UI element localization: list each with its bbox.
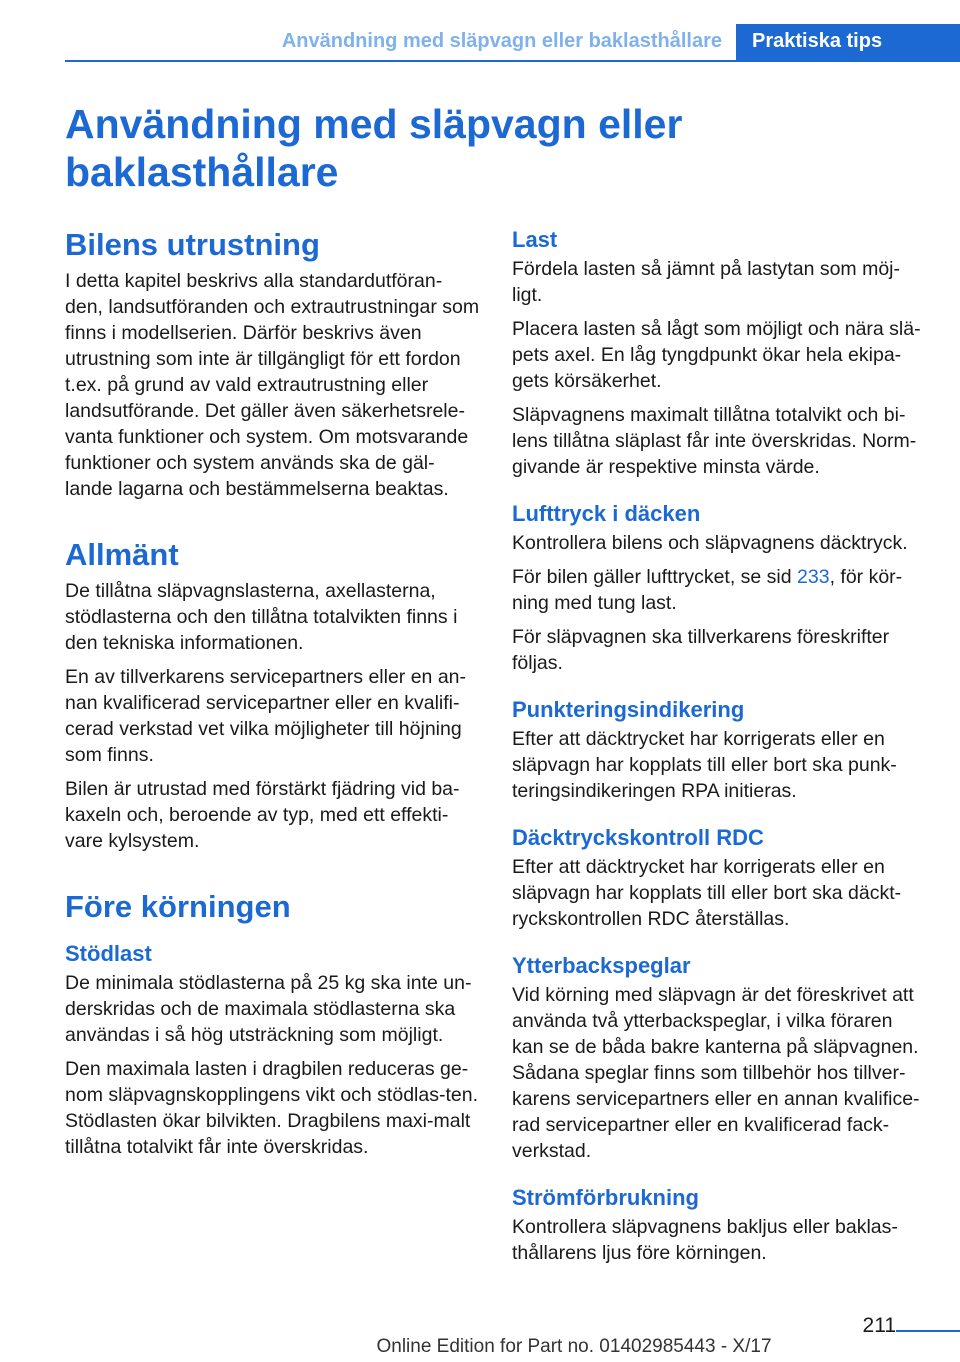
paragraph-allmant-3: Bilen är utrustad med förstärkt fjädring vid ba-kaxeln och, beroende av typ, med ett effekti-vare kylsystem. <box>65 778 460 852</box>
heading-ytterbackspeglar: Ytterbackspeglar <box>512 953 691 978</box>
heading-rdc: Däcktryckskontroll RDC <box>512 825 764 850</box>
paragraph-lufttryck-3: För släpvagnen ska tillverkarens föreskrifter följas. <box>512 626 890 674</box>
paragraph-lufttryck-2 <box>512 564 927 616</box>
paragraph-stodlast-1: De minimala stödlasterna på 25 kg ska inte un-derskridas och de maximala stödlasterna ska användas i så hög utsträckning som möjligt. <box>65 972 472 1046</box>
paragraph-stodlast-2: Den maximala lasten i dragbilen reduceras ge-nom släpvagnskopplingens vikt och stödlas-ten. Stödlasten ökar bilvikten. Dragbilens maxi-malt tillåtna totalvikt får inte överskridas. <box>65 1058 478 1158</box>
page-title: Användning med släpvagn eller baklasthållare <box>65 101 683 195</box>
right-column <box>512 226 927 1274</box>
paragraph-rdc: Efter att däcktrycket har korrigerats eller en släpvagn har kopplats till eller bort ska däckt-ryckskontrollen RDC återställas. <box>512 856 902 930</box>
page-header <box>65 24 960 62</box>
heading-stodlast: Stödlast <box>65 941 152 966</box>
left-column <box>65 226 480 1168</box>
paragraph-lufttryck-1: Kontrollera bilens och släpvagnens däcktryck. <box>512 532 908 554</box>
edition-footer: Online Edition for Part no. 01402985443 - X/17 <box>376 1336 772 1357</box>
paragraph-allmant-2: En av tillverkarens servicepartners eller en an-nan kvalificerad servicepartner eller en kvalifi-cerad verkstad vet vilka möjligheter till höjning som finns. <box>65 666 467 766</box>
heading-allmant: Allmänt <box>65 537 179 572</box>
lufttryck-text-pre: För bilen gäller lufttrycket, se sid <box>512 566 798 588</box>
heading-punkteringsindikering: Punkteringsindikering <box>512 697 745 722</box>
page-number: 211 <box>862 1314 896 1337</box>
header-chapter-tab[interactable]: Praktiska tips <box>736 24 960 62</box>
lufttryck-text-post: , för kör-ning med tung last. <box>512 566 903 614</box>
heading-last: Last <box>512 227 558 252</box>
heading-bilens-utrustning: Bilens utrustning <box>65 227 320 262</box>
paragraph-stromforbrukning: Kontrollera släpvagnens bakljus eller baklas-thållarens ljus före körningen. <box>512 1216 898 1264</box>
header-section-title: Användning med släpvagn eller baklasthållare <box>281 30 722 52</box>
paragraph-allmant-1: De tillåtna släpvagnslasterna, axellasterna, stödlasterna och den tillåtna totalvikten finns i den tekniska informationen. <box>65 580 458 654</box>
paragraph-bilens-utrustning: I detta kapitel beskrivs alla standardutföran-den, landsutföranden och extrautrustningar som finns i modellserien. Därför beskrivs även utrustning som inte är tillgängligt för ett fordon t.ex. på grund av vald extrautrustning eller landsutförande. Det gäller även säkerhetsrele-vanta funktioner och system. Om motsvarande funktioner och system används ska de gäl-lande lagarna och bestämmelserna beaktas. <box>65 270 480 500</box>
paragraph-last-1: Fördela lasten så jämnt på lastytan som möj-ligt. <box>512 258 901 306</box>
page-reference-link[interactable]: 233 <box>797 566 830 588</box>
heading-lufttryck: Lufttryck i däcken <box>512 501 701 526</box>
heading-stromforbrukning: Strömförbrukning <box>512 1185 699 1210</box>
paragraph-ytterbackspeglar: Vid körning med släpvagn är det föreskrivet att använda två ytterbackspeglar, i vilka föraren kan se de båda bakre kanterna på släpvagnen. Sådana speglar finns som tillbehör hos tillver-karens servicepartners eller en annan kvalifice-rad servicepartner eller en kvalificerad fack-verkstad. <box>512 984 920 1162</box>
paragraph-punkteringsindikering: Efter att däcktrycket har korrigerats eller en släpvagn har kopplats till eller bort ska punk-teringsindikeringen RPA initieras. <box>512 728 897 802</box>
paragraph-last-2: Placera lasten så lågt som möjligt och nära slä-pets axel. En låg tyngdpunkt ökar hela ekipa-gets körsäkerhet. <box>512 318 921 392</box>
heading-fore-korningen: Före körningen <box>65 889 291 924</box>
footer-rule <box>896 1330 960 1332</box>
header-rule <box>65 60 960 62</box>
paragraph-last-3: Släpvagnens maximalt tillåtna totalvikt och bi-lens tillåtna släplast får inte överskridas. Norm-givande är respektive minsta värde. <box>512 404 917 478</box>
